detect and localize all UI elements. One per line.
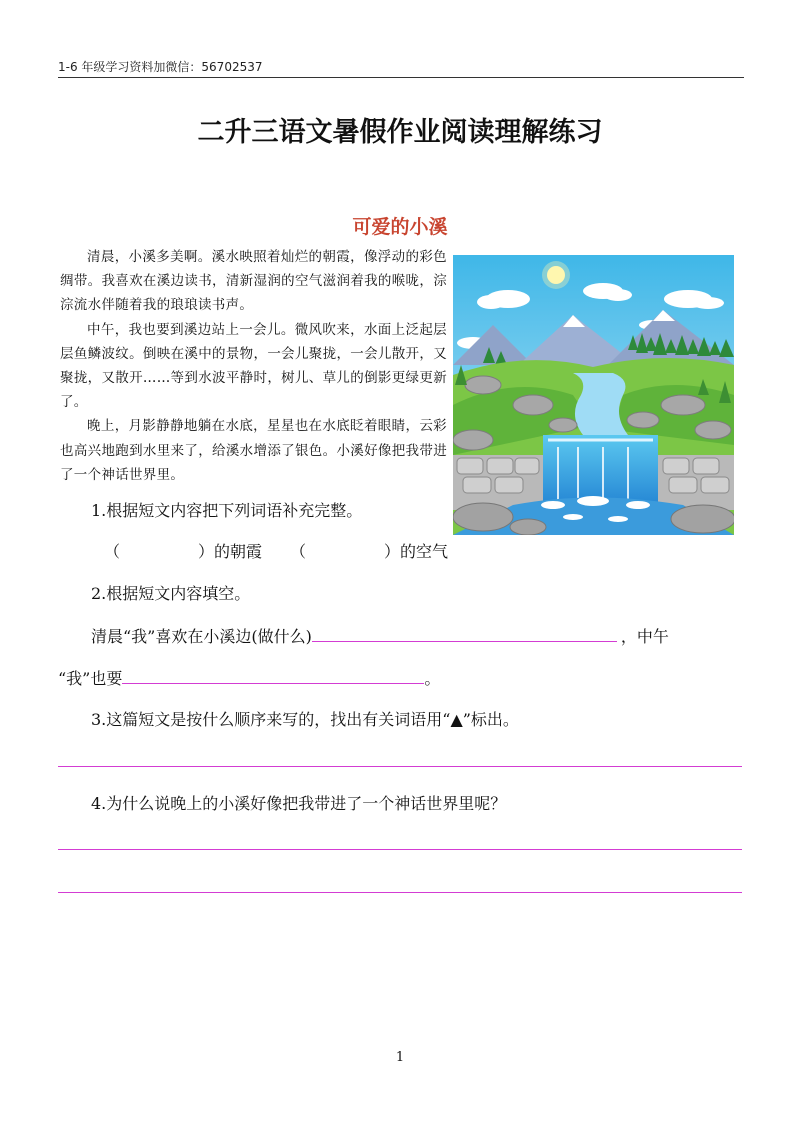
fill-open-bracket-1: （ <box>104 542 121 561</box>
fill-open-bracket-2: （ <box>290 542 307 561</box>
answer-blank-morning[interactable] <box>312 623 617 642</box>
answer-line-q3[interactable] <box>58 766 742 767</box>
question-2-prompt-morning: 清晨“我”喜欢在小溪边(做什么) <box>91 627 312 646</box>
page-number: 1 <box>395 1050 405 1065</box>
question-3: 3.这篇短文是按什么顺序来写的，找出有关词语用“▲”标出。 <box>91 710 519 729</box>
header-text: 1-6 年级学习资料加微信：56702537 <box>58 60 263 74</box>
passage-paragraph-morning: 清晨，小溪多美啊。溪水映照着灿烂的朝霞，像浮动的彩色绸带。我喜欢在溪边读书，清新湿润的空气滋润着我的喉咙，淙淙流水伴随着我的琅琅读书声。 <box>60 249 447 314</box>
waterfall-landscape-icon <box>453 255 734 535</box>
story-title: 可爱的小溪 <box>352 216 448 238</box>
question-1: 1.根据短文内容把下列词语补充完整。 <box>91 501 363 520</box>
question-2-noon-label: ，中午 <box>620 627 669 646</box>
question-1-fill-row <box>104 539 448 562</box>
question-2-line-2 <box>58 665 440 689</box>
fill-close-2: ）的空气 <box>384 542 449 561</box>
question-2-end-mark: 。 <box>424 669 441 688</box>
answer-blank-noon[interactable] <box>122 665 424 684</box>
header-divider <box>58 77 744 78</box>
page-title: 二升三语文暑假作业阅读理解练习 <box>197 117 603 148</box>
reading-passage <box>60 245 447 487</box>
answer-line-q4-1[interactable] <box>58 849 742 850</box>
question-2-prompt-noon: “我”也要 <box>58 669 123 688</box>
question-2: 2.根据短文内容填空。 <box>91 584 251 603</box>
passage-paragraph-night: 晚上，月影静静地躺在水底，星星也在水底眨着眼睛，云彩也高兴地跑到水里来了，给溪水增添了银色。小溪好像把我带进了一个神话世界里。 <box>60 418 447 483</box>
answer-line-q4-2[interactable] <box>58 892 742 893</box>
question-4: 4.为什么说晚上的小溪好像把我带进了一个神话世界里呢？ <box>91 794 507 813</box>
question-2-line-1 <box>91 623 743 647</box>
fill-close-1: ）的朝霞 <box>198 542 263 561</box>
passage-paragraph-noon: 中午，我也要到溪边站上一会儿。微风吹来，水面上泛起层层鱼鳞波纹。倒映在溪中的景物，一会儿聚拢，一会儿散开，又聚拢，又散开……等到水波平静时，树儿、草儿的倒影更绿更新了。 <box>60 321 447 411</box>
